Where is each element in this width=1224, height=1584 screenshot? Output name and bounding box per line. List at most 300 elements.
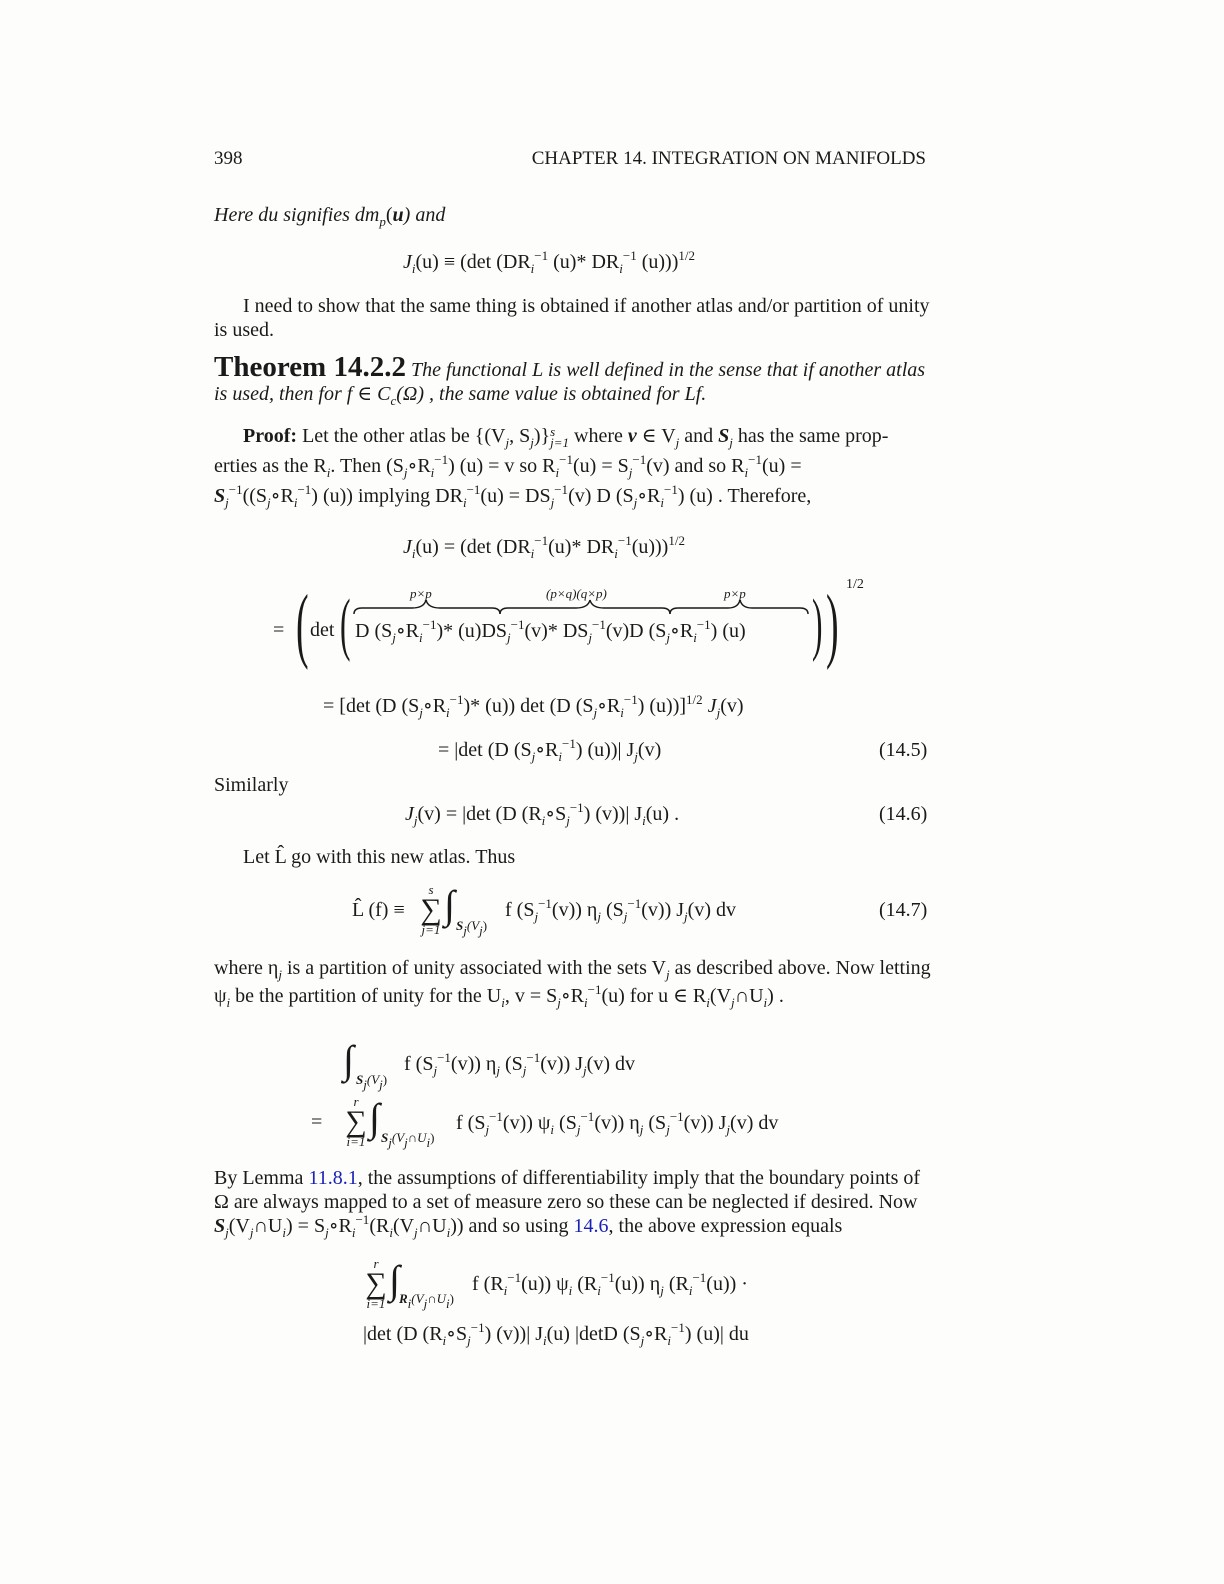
- integral-icon: ∫: [389, 1257, 400, 1302]
- proof-text: ) (u)) implying DR: [311, 485, 463, 507]
- eq-text: (v)* DS: [524, 620, 589, 642]
- eq-text: ∘R: [644, 1323, 668, 1345]
- sub-i: i: [744, 465, 749, 480]
- sub-i: i: [530, 546, 535, 561]
- equation-final-line1: [472, 1272, 748, 1296]
- sub-i: i: [597, 1283, 601, 1298]
- sub-j: j: [467, 1333, 471, 1348]
- proof-text: (u) =: [762, 455, 802, 477]
- big-right-paren-inner: ): [812, 586, 823, 663]
- arg-u: (u): [415, 251, 439, 273]
- var-s: S: [214, 1215, 226, 1237]
- sup-inv: −1: [538, 896, 552, 911]
- eq-text: (v)) η: [551, 899, 598, 921]
- sub-j: j: [566, 813, 570, 828]
- sum-lower: i=1: [366, 1296, 386, 1311]
- para-text: , the above expression equals: [608, 1215, 843, 1237]
- eq-sign: =: [311, 1111, 323, 1133]
- sub-i: i: [446, 705, 450, 720]
- dom-text: (V: [366, 1072, 380, 1087]
- eq-text: ) (u): [710, 620, 746, 642]
- sup-inv: −1: [748, 452, 762, 467]
- sub-i: i: [407, 1296, 412, 1311]
- sup-inv: −1: [470, 1320, 485, 1335]
- sub-c: c: [390, 393, 397, 408]
- proof-label: Proof:: [243, 425, 298, 447]
- sub-i: i: [326, 465, 331, 480]
- para-text: ∘R: [328, 1215, 352, 1237]
- sub-j: j: [576, 1122, 581, 1137]
- eq-text: (v) = |det (D (R: [417, 803, 542, 825]
- eq-text: (u)) ψ: [521, 1273, 569, 1295]
- sub-j: j: [225, 1225, 229, 1240]
- sub-j: j: [726, 1122, 731, 1137]
- sub-j: j: [485, 1122, 490, 1137]
- para-text: is a partition of unity associated with the sets V: [281, 957, 666, 979]
- sub-i: i: [550, 1122, 555, 1137]
- sub-j: j: [660, 1283, 664, 1298]
- dom-text: ∩U: [407, 1130, 427, 1145]
- theorem-label: Theorem 14.2.2: [214, 351, 406, 383]
- overbrace-3: [670, 600, 808, 614]
- para-text: be the partition of unity for the U: [230, 985, 502, 1007]
- intro-u: u: [392, 204, 404, 226]
- sup-inv: −1: [692, 1270, 707, 1285]
- sup-inv: −1: [623, 692, 638, 707]
- det-label: det: [310, 619, 335, 641]
- eq-text: (R: [663, 1273, 689, 1295]
- sub-j: j: [633, 495, 638, 510]
- proof-text: , S: [509, 425, 531, 447]
- sub-j: j: [225, 495, 229, 510]
- proof-text: ∈ V: [636, 425, 676, 447]
- eq-text: ∘R: [535, 739, 559, 761]
- sup-inv: −1: [422, 617, 437, 632]
- sub-j: j: [716, 705, 721, 720]
- equation-14-5: [438, 738, 661, 762]
- var-r: R: [399, 1291, 408, 1306]
- eq-text: (u)) ·: [706, 1273, 748, 1295]
- intro-paren: (: [385, 204, 393, 226]
- eq-text: ∘R: [422, 695, 447, 717]
- sup-inv: −1: [507, 1270, 522, 1285]
- sub-i: i: [558, 749, 563, 764]
- sub-j: j: [666, 630, 671, 645]
- dom-text: (V: [411, 1291, 424, 1306]
- sup-inv: −1: [489, 1109, 503, 1124]
- eq-text: (S: [601, 899, 624, 921]
- dom-text: (V: [466, 918, 480, 933]
- sub-j: j: [267, 495, 271, 510]
- para-text: where η: [214, 957, 279, 979]
- sub-j: j: [729, 435, 733, 450]
- equation-14-7-body: [505, 898, 736, 922]
- proof-text: where: [569, 425, 628, 447]
- sup-inv: −1: [587, 982, 602, 997]
- integral-icon: ∫: [343, 1037, 354, 1082]
- eq-text: (u) .: [645, 803, 680, 825]
- brace-label-3: p×p: [724, 586, 746, 601]
- sub-j: j: [534, 909, 539, 924]
- det-open: (det (DR: [460, 251, 531, 273]
- j-symbol: J: [405, 803, 414, 825]
- proof-line-1: [243, 424, 889, 451]
- sum-symbol-block: [417, 884, 445, 936]
- proof-text: Let the other atlas be {(V: [302, 425, 506, 447]
- page-number: 398: [214, 148, 243, 169]
- integral-icon: ∫: [369, 1095, 380, 1140]
- theorem-statement: [214, 351, 926, 383]
- para-text: ) = S: [286, 1215, 326, 1237]
- sum-upper: r: [373, 1256, 379, 1271]
- para-text: , v = S: [504, 985, 558, 1007]
- dom-text: ): [382, 1072, 388, 1087]
- sup-s: s: [550, 424, 556, 440]
- theorem-statement-line2: [214, 382, 706, 406]
- sub-i: i: [226, 995, 231, 1010]
- intro-and: ) and: [403, 204, 446, 226]
- proof-text: )}: [533, 425, 551, 447]
- sub-j: j: [557, 995, 561, 1010]
- power-half: 1/2: [686, 692, 703, 707]
- sup-inv: −1: [437, 1050, 451, 1065]
- sum-upper: s: [428, 882, 434, 897]
- sigma-icon: ∑: [420, 893, 442, 926]
- sub-j: j: [413, 813, 418, 828]
- brace-label-2: [546, 586, 607, 602]
- proof-text: ∘R: [407, 455, 431, 477]
- similarly-label: Similarly: [214, 774, 289, 796]
- paragraph-where-2: [214, 984, 784, 1008]
- sub-i: i: [530, 261, 535, 276]
- para-text: ∩U: [734, 985, 764, 1007]
- eq-text: (u)* DR: [548, 536, 615, 558]
- para-text: (V: [709, 985, 732, 1007]
- sum-lower: i=1: [346, 1134, 366, 1149]
- sub-j: j: [588, 630, 593, 645]
- proof-text: ) (u) = v so R: [448, 455, 556, 477]
- integral-icon: ∫: [444, 882, 455, 927]
- equiv-sign: ≡: [443, 251, 456, 273]
- eq-text: (v)D (S: [605, 620, 667, 642]
- eq-sign: =: [273, 619, 285, 641]
- mid-term: (u)* DR: [553, 251, 620, 273]
- overbrace-2: [500, 600, 670, 614]
- proof-text: (v) and so R: [646, 455, 745, 477]
- sub-j: j: [404, 1135, 408, 1150]
- sub-j: j: [379, 1077, 383, 1092]
- proof-text: (u) = S: [573, 455, 629, 477]
- sup-inv: −1: [669, 1109, 684, 1124]
- sub-j1: j=1: [550, 435, 570, 451]
- para-text: as described above. Now letting: [669, 957, 931, 979]
- sum-symbol-block: [342, 1096, 370, 1148]
- sub-i: i: [430, 465, 435, 480]
- proof-text: ∘R: [637, 485, 661, 507]
- brace-label-2-text: (p×q)(q×p): [546, 586, 607, 601]
- sub-j: j: [392, 630, 396, 645]
- para-text: By Lemma: [214, 1167, 309, 1189]
- sub-j: j: [433, 1063, 438, 1078]
- sub-i: i: [446, 1225, 451, 1240]
- sup-inv: −1: [569, 800, 584, 815]
- sub-i: i: [445, 1296, 450, 1311]
- sub-j: j: [531, 749, 536, 764]
- sigma-icon: ∑: [365, 1267, 387, 1300]
- sup-inv: −1: [228, 482, 243, 497]
- sub-i: i: [389, 1225, 393, 1240]
- sub-j: j: [640, 1333, 645, 1348]
- proof-text: ∘R: [270, 485, 294, 507]
- eq-text: ) (v))| J: [583, 803, 643, 825]
- sub-i: i: [541, 813, 546, 828]
- para-text: (R: [369, 1215, 390, 1237]
- eq-text: (v) dv: [687, 899, 736, 921]
- integral-domain: [356, 1072, 388, 1092]
- eq-text: ∘R: [670, 620, 694, 642]
- para-text: ∘R: [560, 985, 585, 1007]
- eq-text: (v)) ψ: [502, 1112, 551, 1134]
- sub-i: i: [620, 705, 624, 720]
- para-text: ∩U: [417, 1215, 447, 1237]
- eq-text: ) (u)| du: [684, 1323, 749, 1345]
- eq-text: (S: [643, 1112, 667, 1134]
- sub-j: j: [583, 1063, 587, 1078]
- eq-text: ) (v))| J: [484, 1323, 544, 1345]
- para-text: ) .: [767, 985, 784, 1007]
- sub-i: i: [543, 1333, 547, 1348]
- var-s: S: [456, 918, 464, 933]
- sub-i: i: [426, 1135, 431, 1150]
- big-right-paren: ): [826, 578, 839, 671]
- sub-i: i: [614, 546, 618, 561]
- sub-i: i: [503, 1283, 508, 1298]
- det-inner-expression: [355, 619, 746, 643]
- eq-text: (u) |detD (S: [546, 1323, 641, 1345]
- sup-inv: −1: [355, 1212, 370, 1227]
- sub-j: j: [507, 630, 511, 645]
- eq-text: = [det (D (S: [323, 695, 420, 717]
- sub-i: i: [763, 995, 768, 1010]
- eq-text: (v)) η: [594, 1112, 640, 1134]
- para-text: ψ: [214, 985, 227, 1007]
- sup-inv: −1: [600, 1270, 615, 1285]
- eq-text: ) (u))| J: [575, 739, 635, 761]
- sum-symbol-block: [362, 1258, 390, 1310]
- integral-domain: [456, 918, 488, 938]
- sub-j: j: [593, 705, 598, 720]
- sub-j: j: [623, 909, 628, 924]
- sup-inv: −1: [671, 1320, 685, 1335]
- sub-i: i: [555, 465, 560, 480]
- eq-text: D (S: [355, 620, 393, 642]
- equation-final-line2: [363, 1322, 749, 1346]
- sub-i: i: [667, 1333, 672, 1348]
- sub-j: j: [403, 465, 408, 480]
- sup-inv: −1: [534, 533, 549, 548]
- para-text: (V: [392, 1215, 415, 1237]
- sub-j: j: [419, 705, 423, 720]
- sub-j: j: [665, 967, 670, 982]
- paragraph-line: Let L̂ go with this new atlas. Thus: [243, 846, 516, 868]
- sub-i: i: [442, 1333, 447, 1348]
- sub-i: i: [619, 261, 623, 276]
- sub-i: i: [642, 813, 646, 828]
- sup-inv: −1: [627, 896, 642, 911]
- eq-text: ) (u))]: [637, 695, 687, 717]
- paragraph-line: is used.: [214, 319, 274, 341]
- sup-inv: −1: [466, 482, 481, 497]
- eq-text: (u) = (det (DR: [415, 536, 531, 558]
- lhat-lhs: L̂ (f) ≡: [352, 899, 405, 921]
- integral-domain: [399, 1291, 454, 1311]
- eq-text: (S: [554, 1112, 577, 1134]
- equation-link[interactable]: 14.6: [573, 1215, 609, 1237]
- var-s: S: [356, 1072, 364, 1087]
- sub-j: j: [496, 1063, 500, 1078]
- eq-text: (u))): [631, 536, 669, 558]
- power-half: 1/2: [678, 248, 695, 263]
- sub-i: i: [693, 630, 697, 645]
- sub-j: j: [505, 435, 510, 450]
- equation-block2-line2: [456, 1111, 778, 1135]
- sup-inv: −1: [434, 452, 449, 467]
- det-close: (u))): [641, 251, 679, 273]
- equation-number: (14.6): [879, 803, 928, 825]
- overbrace-1: [354, 600, 500, 614]
- big-left-paren: (: [296, 578, 309, 671]
- sub-j: j: [639, 1122, 644, 1137]
- sup-inv: −1: [632, 452, 647, 467]
- var-v: v: [627, 425, 637, 447]
- equation-14-6: [405, 802, 679, 826]
- eq-text: (u)) η: [614, 1273, 661, 1295]
- eq-text: = |det (D (S: [438, 739, 532, 761]
- dom-text: ): [449, 1291, 454, 1306]
- var-s: S: [381, 1130, 389, 1145]
- paragraph-line: I need to show that the same thing is obtained if another atlas and/or partition of unity: [243, 295, 930, 317]
- proof-text: (u) = DS: [480, 485, 551, 507]
- intro-text: [214, 203, 445, 227]
- paragraph-lemma-2: Ω are always mapped to a set of measure zero so these can be neglected if desired. Now: [214, 1191, 918, 1213]
- theorem-text: is used, then for f ∈ C: [214, 383, 391, 405]
- j-symbol: J: [702, 695, 717, 717]
- eq-text: )* (u)) det (D (S: [463, 695, 594, 717]
- sub-i: i: [293, 495, 298, 510]
- sub-j: j: [530, 435, 534, 450]
- sub-j: j: [684, 909, 688, 924]
- sup-inv: −1: [580, 1109, 595, 1124]
- sub-j: j: [731, 995, 735, 1010]
- var-s: S: [718, 425, 730, 447]
- sub-j: j: [597, 909, 601, 924]
- eq-text: (v)) η: [450, 1053, 497, 1075]
- dom-text: (V: [391, 1130, 405, 1145]
- j-symbol: J: [403, 536, 412, 558]
- proof-text: (v) D (S: [568, 485, 634, 507]
- intro-sub: p: [379, 214, 386, 229]
- proof-text: ) (u) . Therefore,: [677, 485, 812, 507]
- sup-inv: −1: [534, 248, 549, 263]
- sup-inv: −1: [559, 452, 573, 467]
- eq-text: ∘R: [597, 695, 621, 717]
- sub-j: j: [628, 465, 633, 480]
- equation-number: (14.7): [879, 899, 928, 921]
- sup-inv: −1: [297, 482, 312, 497]
- running-header: CHAPTER 14. INTEGRATION ON MANIFOLDS: [531, 148, 926, 169]
- power-half: 1/2: [668, 533, 685, 548]
- power-half: 1/2: [846, 577, 864, 592]
- proof-line-2: [214, 454, 802, 478]
- sup-inv: −1: [554, 482, 569, 497]
- para-text: )) and so using: [450, 1215, 574, 1237]
- sub-i: i: [568, 1283, 573, 1298]
- sub-j: j: [675, 435, 680, 450]
- sub-j: j: [414, 1225, 418, 1240]
- sup-inv: −1: [526, 1050, 541, 1065]
- proof-line-3: [214, 484, 811, 508]
- theorem-text: The functional L is well defined in the sense that if another atlas: [410, 359, 926, 381]
- sub-i: i: [282, 1225, 286, 1240]
- sub-i: i: [411, 261, 416, 276]
- lemma-link[interactable]: 11.8.1: [308, 1167, 358, 1189]
- para-text: , the assumptions of differentiability imply that the boundary points of: [357, 1167, 921, 1189]
- eq-text: f (S: [456, 1112, 486, 1134]
- intro-a: Here du signifies dm: [214, 204, 380, 226]
- paragraph-lemma-3: [214, 1214, 842, 1238]
- sub-j: j: [388, 1135, 392, 1150]
- sub-i: i: [419, 630, 423, 645]
- sup-inv: −1: [449, 692, 464, 707]
- sub-i: i: [706, 995, 710, 1010]
- proof-text: and: [679, 425, 719, 447]
- proof-text: erties as the R: [214, 455, 327, 477]
- eq-text: ∘S: [446, 1323, 468, 1345]
- proof-text: . Then (S: [330, 455, 404, 477]
- j-symbol: J: [403, 251, 412, 273]
- eq-text: ∘R: [395, 620, 420, 642]
- sum-upper: r: [353, 1094, 359, 1109]
- para-text: ∩U: [253, 1215, 283, 1237]
- eq-text: (v)) J: [683, 1112, 727, 1134]
- sup-inv: −1: [664, 482, 678, 497]
- sub-i: i: [688, 1283, 693, 1298]
- eq-text: |det (D (R: [363, 1323, 443, 1345]
- para-text: (V: [228, 1215, 250, 1237]
- big-left-paren-inner: (: [340, 586, 351, 663]
- eq-text: (v): [720, 695, 744, 717]
- para-text: (u) for u ∈ R: [601, 985, 707, 1007]
- equation-line-3: [323, 694, 744, 718]
- sup-inv: −1: [562, 736, 576, 751]
- sub-i: i: [411, 546, 416, 561]
- brace-label-1: p×p: [410, 586, 432, 601]
- eq-text: f (S: [505, 899, 535, 921]
- sup-inv: −1: [696, 617, 711, 632]
- eq-text: (v): [637, 739, 662, 761]
- sub-i: i: [501, 995, 505, 1010]
- equation-block2-line1: [404, 1052, 635, 1076]
- proof-text: has the same prop-: [732, 425, 889, 447]
- sub-j: j: [278, 967, 282, 982]
- integral-domain: [381, 1130, 435, 1150]
- paragraph-where-1: [214, 956, 931, 980]
- sub-i: i: [351, 1225, 356, 1240]
- sub-j: j: [325, 1225, 329, 1240]
- eq-text: (v)) J: [641, 899, 685, 921]
- theorem-text: (Ω) , the same value is obtained for Lf.: [396, 383, 707, 405]
- eq-text: (R: [572, 1273, 598, 1295]
